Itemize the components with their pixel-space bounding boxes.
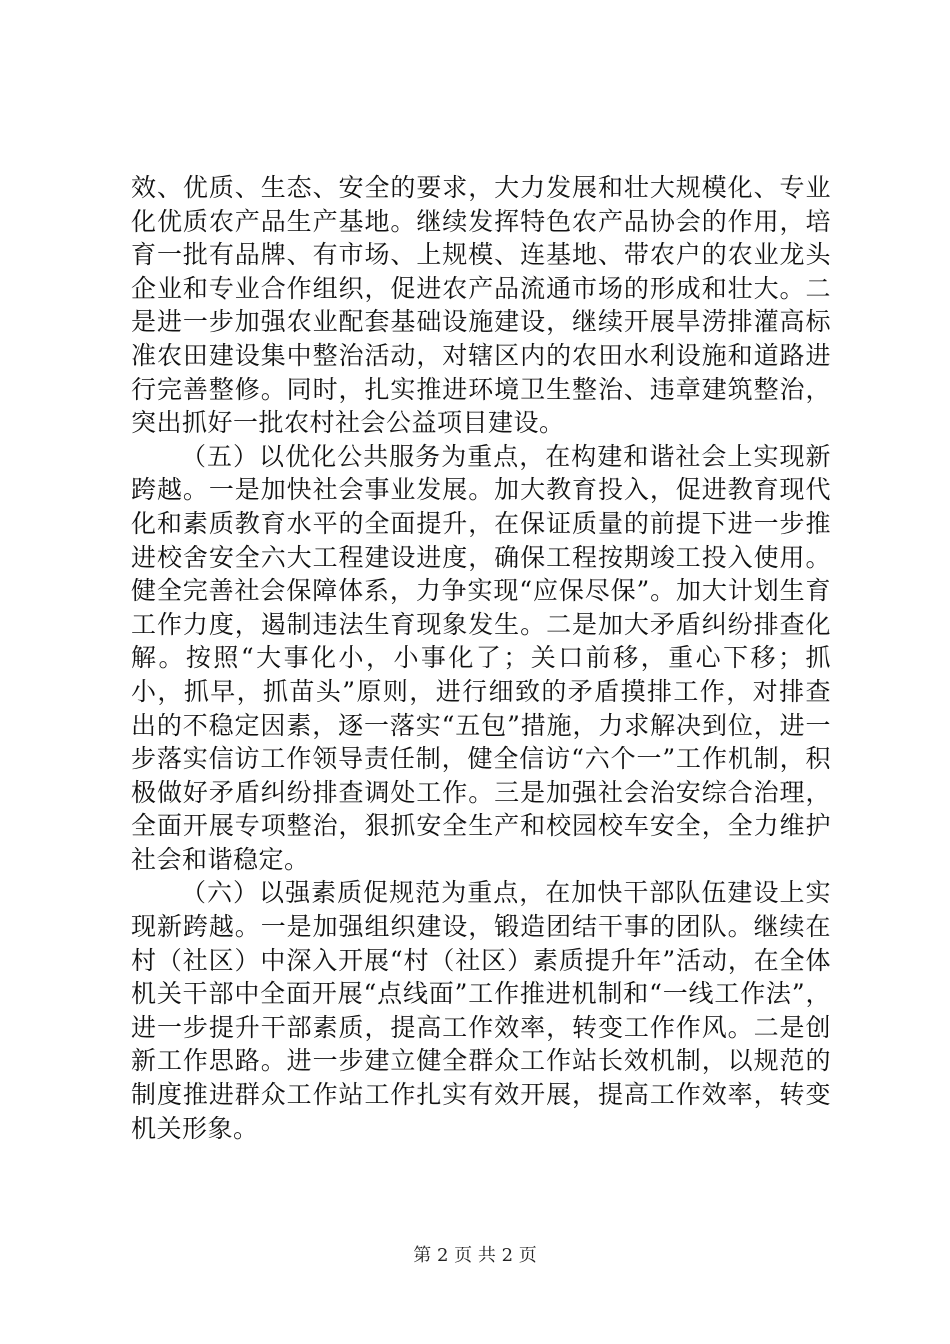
document-body bbox=[131, 171, 831, 1145]
paragraph-1: 效、优质、生态、安全的要求，大力发展和壮大规模化、专业化优质农产品生产基地。继续发挥特色农产品协会的作用，培育一批有品牌、有市场、上规模、连基地、带农户的农业龙头企业和专业合作组织，促进农产品流通市场的形成和壮大。二是进一步加强农业配套基础设施建设，继续开展旱涝排灌高标准农田建设集中整治活动，对辖区内的农田水利设施和道路进行完善整修。同时，扎实推进环境卫生整治、违章建筑整治，突出抓好一批农村社会公益项目建设。 bbox=[131, 173, 831, 438]
paragraph-3: （六）以强素质促规范为重点，在加快干部队伍建设上实现新跨越。一是加强组织建设，锻造团结干事的团队。继续在村（社区）中深入开展“村（社区）素质提升年”活动，在全体机关干部中全面开展“点线面”工作推进机制和“一线工作法”，进一步提升干部素质，提高工作效率，转变工作作风。二是创新工作思路。进一步建立健全群众工作站长效机制，以规范的制度推进群众工作站工作扎实有效开展，提高工作效率，转变机关形象。 bbox=[131, 878, 831, 1143]
paragraph-2: （五）以优化公共服务为重点，在构建和谐社会上实现新跨越。一是加快社会事业发展。加大教育投入，促进教育现代化和素质教育水平的全面提升，在保证质量的前提下进一步推进校舍安全六大工程建设进度，确保工程按期竣工投入使用。健全完善社会保障体系，力争实现“应保尽保”。加大计划生育工作力度，遏制违法生育现象发生。二是加大矛盾纠纷排查化解。按照“大事化小，小事化了；关口前移，重心下移；抓小，抓早，抓苗头”原则，进行细致的矛盾摸排工作，对排查出的不稳定因素，逐一落实“五包”措施，力求解决到位，进一步落实信访工作领导责任制，健全信访“六个一”工作机制，积极做好矛盾纠纷排查调处工作。三是加强社会治安综合治理，全面开展专项整治，狠抓安全生产和校园校车安全，全力维护社会和谐稳定。 bbox=[131, 441, 831, 874]
page-footer: 第 2 页 共 2 页 bbox=[413, 1245, 537, 1266]
